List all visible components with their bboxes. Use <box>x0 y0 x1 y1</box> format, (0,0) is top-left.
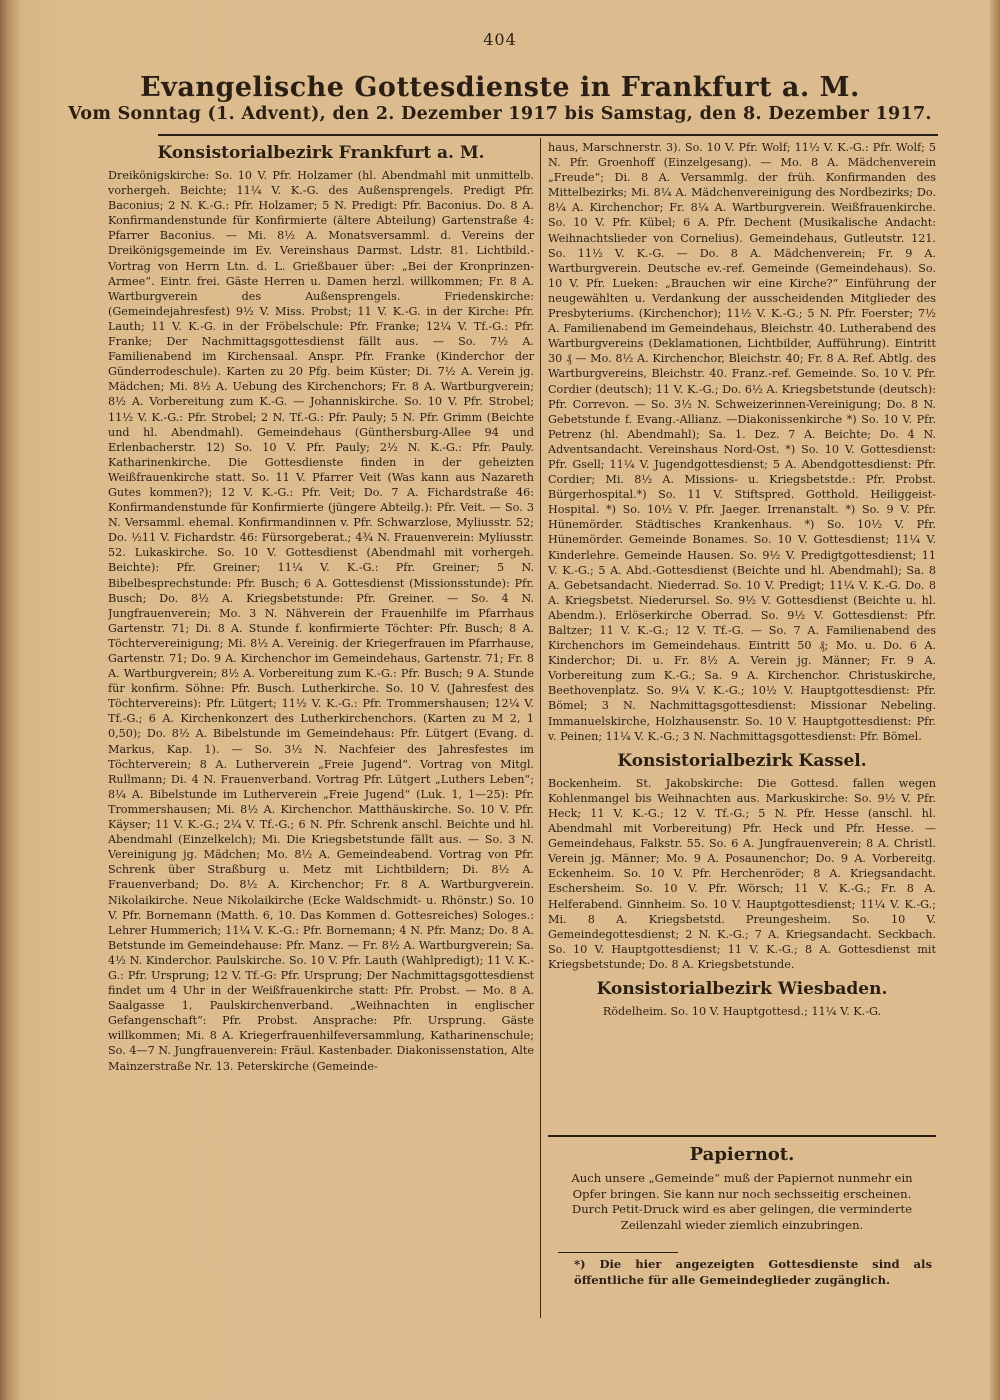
notice-rule <box>548 1135 936 1137</box>
section-heading-frankfurt: Konsistorialbezirk Frankfurt a. M. <box>157 143 485 163</box>
page-edge <box>990 0 1000 1400</box>
notice-box <box>548 1135 936 1233</box>
title-rule <box>158 134 938 136</box>
notice-text: Auch unsere „Gemeinde“ muß der Papiernot nunmehr ein Opfer bringen. Sie kann nur noch sechsseitig erscheinen. Durch Petit-Druck wird es aber gelingen, die verminderte Zeilenzahl wieder ziemlich einzubringen. <box>571 1171 913 1232</box>
section-heading-wiesbaden: Konsistorialbezirk Wiesbaden. <box>596 978 888 999</box>
left-column <box>108 140 534 1320</box>
right-column <box>548 140 936 1125</box>
footnote <box>548 1252 936 1288</box>
section-heading-kassel: Konsistorialbezirk Kassel. <box>617 750 867 771</box>
kassel-text: Bockenheim. St. Jakobskirche: Die Gottesd. fallen wegen Kohlenmangel bis Weihnachten aus. Markuskirche: So. 9½ V. Pfr. Heck; 11 V. K.-G.; 12 V. Tf.-G.; 5 N. Pfr. Hesse (anschl. hl. Abendmahl mit Vorbereitung) Pfr. Heck und Pfr. Hesse. — Gemeindehaus, Falkstr. 55. So. 6 A. Jungfrauenverein; 8 A. Christl. Verein jg. Männer; Mo. 9 A. Posaunenchor; Do. 9 A. Vorbereitg. Eckenheim. So. 10 V. Pfr. Herchenröder; 8 A. Kriegsandacht. Eschersheim. So. 10 V. Pfr. Wörsch; 11 V. K.-G.; Fr. 8 A. Helferabend. Ginnheim. So. 10 V. Hauptgottesdienst; 11¼ V. K.-G.; Mi. 8 A. Kriegsbetstd. Preungesheim. So. 10 V. Gemeindegottesdienst; 2 N. K.-G.; 7 A. Kriegsandacht. Seckbach. So. 10 V. Hauptgottesdienst; 11 V. K.-G.; 8 A. Gottesdienst mit Kriegsbetstunde; Do. 8 A. Kriegsbetstunde. <box>548 776 936 971</box>
page-number: 404 <box>483 30 517 49</box>
frankfurt-text-right: haus, Marschnerstr. 3). So. 10 V. Pfr. Wolf; 11½ V. K.-G.: Pfr. Wolf; 5 N. Pfr. Groenhoff (Einzelgesang). — Mo. 8 A. Mädchenverein „Freude“; Di. 8 A. Versammlg. der früh. Konfirmanden des Mittelbezirks; Mi. 8¼ A. Mädchenvereinigung des Nordbezirks; Do. 8¼ A. Kirchenchor; Fr. 8¼ A. Wartburgverein. Weißfrauenkirche. So. 10 V. Pfr. Kübel; 6 A. Pfr. Dechent (Musikalische Andacht: Weihnachtslieder von Cornelius). Gemeindehaus, Gutleutstr. 121. So. 11½ V. K.-G. — Do. 8 A. Mädchenverein; Fr. 9 A. Wartburgverein. Deutsche ev.-ref. Gemeinde (Gemeindehaus). So. 10 V. Pfr. Lueken: „Brauchen wir eine Kirche?“ Einführung der neugewählten u. Verdankung der ausscheidenden Mitglieder des Presbyteriums. (Kirchenchor); 11½ V. K.-G.; 5 N. Pfr. Foerster; 7½ A. Familienabend im Gemeindehaus, Bleichstr. 40. Lutherabend des Wartburgvereins (Deklamationen, Lichtbilder, Aufführung). Eintritt 30 ₰ — Mo. 8½ A. Kirchenchor, Bleichstr. 40; Fr. 8 A. Ref. Abtlg. des Wartburgvereins, Bleichstr. 40. Franz.-ref. Gemeinde. So. 10 V. Pfr. Cordier (deutsch); 11 V. K.-G.; Do. 6½ A. Kriegsbetstunde (deutsch): Pfr. Correvon. — So. 3½ N. Schweizerinnen-Vereinigung; Do. 8 N. Gebetstunde f. Evang.-Allianz. —Diakonissenkirche *) So. 10 V. Pfr. Petrenz (hl. Abendmahl); Sa. 1. Dez. 7 A. Beichte; Do. 4 N. Adventsandacht. Vereinshaus Nord-Ost. *) So. 10 V. Gottesdienst: Pfr. Gsell; 11¼ V. Jugendgottesdienst; 5 A. Abendgottesdienst: Pfr. Cordier; Mi. 8½ A. Missions- u. Kriegsbetstde.: Pfr. Probst. Bürgerhospital.*) So. 11 V. Stiftspred. Gotthold. Heiliggeist-Hospital. *) So. 10½ V. Pfr. Jaeger. Irrenanstalt. *) So. 9 V. Pfr. Hünemörder. Städtisches Krankenhaus. *) So. 10½ V. Pfr. Hünemörder. Gemeinde Bonames. So. 10 V. Gottesdienst; 11¼ V. Kinderlehre. Gemeinde Hausen. So. 9½ V. Predigtgottesdienst; 11 V. K.-G.; 5 A. Abd.-Gottesdienst (Beichte und hl. Abendmahl); Sa. 8 A. Gebetsandacht. Niederrad. So. 10 V. Predigt; 11¼ V. K.-G. Do. 8 A. Kriegsbetst. Niederursel. So. 9½ V. Gottesdienst (Beichte u. hl. Abendm.). Erlöserkirche Oberrad. So. 9½ V. Gottesdienst: Pfr. Baltzer; 11 V. K.-G.; 12 V. Tf.-G. — So. 7 A. Familienabend des Kirchenchors im Gemeindehaus. Eintritt 50 ₰; Mo. u. Do. 6 A. Kinderchor; Di. u. Fr. 8½ A. Verein jg. Männer; Fr. 9 A. Vorbereitung zum K.-G.; Sa. 9 A. Kirchenchor. Christuskirche, Beethovenplatz. So. 9¼ V. K.-G.; 10½ V. Hauptgottesdienst: Pfr. Bömel; 3 N. Nachmittagsgottesdienst: Missionar Nebeling. Immanuelskirche, Holzhausenstr. So. 10 V. Hauptgottesdienst: Pfr. v. Peinen; 11¼ V. K.-G.; 3 N. Nachmittagsgottesdienst: Pfr. Bömel. <box>548 141 936 743</box>
page-subtitle: Vom Sonntag (1. Advent), den 2. Dezember 1917 bis Samstag, den 8. Dezember 1917. <box>68 104 932 124</box>
frankfurt-text-left: Dreikönigskirche: So. 10 V. Pfr. Holzamer (hl. Abendmahl mit unmittelb. vorhergeh. Beichte; 11¼ V. K.-G. des Außensprengels. Predigt Pfr. Baconius; 2 N. K.-G.: Pfr. Holzamer; 5 N. Predigt: Pfr. Baconius. Do. 8 A. Konfirmandenstunde für Konfirmierte (ältere Abteilung) Gartenstraße 4: Pfarrer Baconius. — Mi. 8½ A. Monatsversamml. d. Vereins der Dreikönigsgemeinde im Ev. Vereinshaus Darmst. Ldstr. 81. Lichtbild.-Vortrag von Herrn Ltn. d. L. Grießbauer über: „Bei der Kronprinzen-Armee“. Eintr. frei. Gäste Herren u. Damen herzl. willkommen; Fr. 8 A. Wartburgverein des Außensprengels. Friedenskirche: (Gemeindejahresfest) 9½ V. Miss. Probst; 11 V. K.-G. in der Kirche: Pfr. Lauth; 11 V. K.-G. in der Fröbelschule: Pfr. Franke; 12¼ V. Tf.-G.: Pfr. Franke; Der Nachmittagsgottesdienst fällt aus. — So. 7½ A. Familienabend im Kirchensaal. Anspr. Pfr. Franke (Kinderchor der Günderrodeschule). Karten zu 20 Pfg. beim Küster; Di. 7½ A. Verein jg. Mädchen; Mi. 8½ A. Uebung des Kirchenchors; Fr. 8 A. Wartburgverein; 8½ A. Vorbereitung zum K.-G. — Johanniskirche. So. 10 V. Pfr. Strobel; 11½ V. K.-G.: Pfr. Strobel; 2 N. Tf.-G.: Pfr. Pauly; 5 N. Pfr. Grimm (Beichte und hl. Abendmahl). Gemeindehaus (Günthersburg-Allee 94 und Erlenbacherstr. 12) So. 10 V. Pfr. Pauly; 2½ N. K.-G.: Pfr. Pauly. Katharinenkirche. Die Gottesdienste finden in der geheizten Weißfrauenkirche statt. So. 11 V. Pfarrer Veit (Was kann aus Nazareth Gutes kommen?); 12 V. K.-G.: Pfr. Veit; Do. 7 A. Fichardstraße 46: Konfirmandenstunde für Konfirmierte (jüngere Abteilg.): Pfr. Veit. — So. 3 N. Versamml. ehemal. Konfirmandinnen v. Pfr. Schwarzlose, Myliusstr. 52; Do. ½11 V. Fichardstr. 46: Fürsorgeberat.; 4¾ N. Frauenverein: Myliusstr. 52. Lukaskirche. So. 10 V. Gottesdienst (Abendmahl mit vorhergeh. Beichte): Pfr. Greiner; 11¼ V. K.-G.: Pfr. Greiner; 5 N. Bibelbesprechstunde: Pfr. Busch; 6 A. Gottesdienst (Missionsstunde): Pfr. Busch; Do. 8½ A. Kriegsbetstunde: Pfr. Greiner. — So. 4 N. Jungfrauenverein; Mo. 3 N. Nähverein der Frauenhilfe im Pfarrhaus Gartenstr. 71; Di. 8 A. Stunde f. konfirmierte Töchter: Pfr. Busch; 8 A. Töchtervereinigung; Mi. 8½ A. Vereinig. der Kriegerfrauen im Pfarrhause, Gartenstr. 71; Do. 9 A. Kirchenchor im Gemeindehaus, Gartenstr. 71; Fr. 8 A. Wartburgverein; 8½ A. Vorbereitung zum K.-G.: Pfr. Busch; 9 A. Stunde für konfirm. Söhne: Pfr. Busch. Lutherkirche. So. 10 V. (Jahresfest des Töchtervereins): Pfr. Lütgert; 11½ V. K.-G.: Pfr. Trommershausen; 12¼ V. Tf.-G.; 6 A. Kirchenkonzert des Lutherkirchenchors. (Karten zu M 2, 1 0,50); Do. 8½ A. Bibelstunde im Gemeindehaus: Pfr. Lütgert (Evang. d. Markus, Kap. 1). — So. 3½ N. Nachfeier des Jahresfestes im Töchterverein; 8 A. Lutherverein „Freie Jugend“. Vortrag von Mitgl. Rullmann; Di. 4 N. Frauenverband. Vortrag Pfr. Lütgert „Luthers Leben“; 8¼ A. Bibelstunde im Lutherverein „Freie Jugend“ (Luk. 1, 1—25): Pfr. Trommershausen; Mi. 8½ A. Kirchenchor. Matthäuskirche. So. 10 V. Pfr. Käyser; 11 V. K.-G.; 2¼ V. Tf.-G.; 6 N. Pfr. Schrenk anschl. Beichte und hl. Abendmahl (Einzelkelch); Mi. Die Kriegsbetstunde fällt aus. — So. 3 N. Vereinigung jg. Mädchen; Mo. 8½ A. Gemeindeabend. Vortrag von Pfr. Schrenk über Straßburg u. Metz mit Lichtbildern; Di. 8½ A. Frauenverband; Do. 8½ A. Kirchenchor; Fr. 8 A. Wartburgverein. Nikolaikirche. Neue Nikolaikirche (Ecke Waldschmidt- u. Rhönstr.) So. 10 V. Pfr. Bornemann (Matth. 6, 10. Das Kommen d. Gottesreiches) Sologes.: Lehrer Hummerich; 11¼ V. K.-G.: Pfr. Bornemann; 4 N. Pfr. Manz; Do. 8 A. Betstunde im Gemeindehause: Pfr. Manz. — Fr. 8½ A. Wartburgverein; Sa. 4½ N. Kinderchor. Paulskirche. So. 10 V. Pfr. Lauth (Wahlpredigt); 11 V. K.-G.: Pfr. Ursprung; 12 V. Tf.-G: Pfr. Ursprung; Der Nachmittagsgottesdienst findet um 4 Uhr in der Weißfrauenkirche statt: Pfr. Probst. — Mo. 8 A. Saalgasse 1, Paulskirchenverband. „Weihnachten in englischer Gefangenschaft“: Pfr. Probst. Ansprache: Pfr. Ursprung. Gäste willkommen; Mi. 8 A. Kriegerfrauenhilfeversammlung, Katharinenschule; So. 4—7 N. Jungfrauenverein: Fräul. Kastenbader. Diakonissenstation, Alte Mainzerstraße Nr. 13. Peterskirche (Gemeinde- <box>108 169 534 1073</box>
page-title: Evangelische Gottesdienste in Frankfurt a. M. <box>140 72 860 103</box>
footnote-text: *) Die hier angezeigten Gottesdienste sind als öffentliche für alle Gemeindeglieder zugänglich. <box>574 1257 932 1287</box>
footnote-rule <box>558 1252 678 1253</box>
wiesbaden-text: Rödelheim. So. 10 V. Hauptgottesd.; 11¼ V. K.-G. <box>602 1004 882 1018</box>
notice-title: Papiernot. <box>689 1144 795 1165</box>
column-divider <box>540 138 541 1318</box>
